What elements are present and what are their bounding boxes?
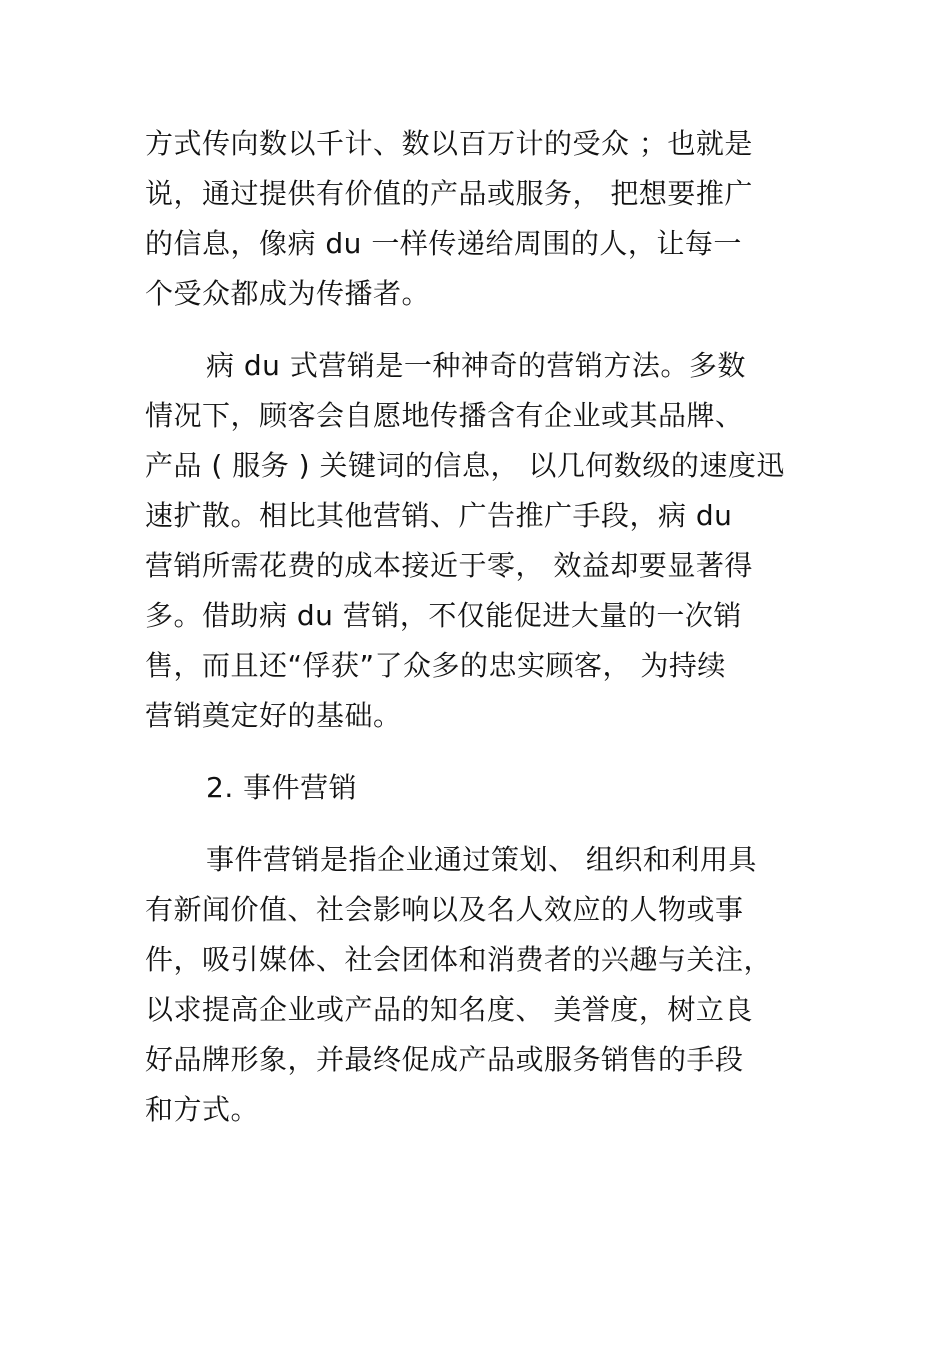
section-heading: 2. 事件营销 (206, 771, 358, 804)
paragraph-line: 和方式。 (145, 1093, 260, 1126)
paragraph-line: 速扩散。相比其他营销、广告推广手段，病 du (145, 499, 733, 532)
paragraph-line: 个受众都成为传播者。 (145, 277, 431, 310)
paragraph-line: 好品牌形象，并最终促成产品或服务销售的手段 (145, 1043, 744, 1076)
paragraph-line: 方式传向数以千计、数以百万计的受众 ；也就是 (145, 127, 753, 160)
paragraph-line: 以求提高企业或产品的知名度、 美誉度，树立良 (145, 993, 753, 1026)
paragraph-line: 有新闻价值、社会影响以及名人效应的人物或事 (145, 893, 744, 926)
paragraph-line: 营销奠定好的基础。 (145, 699, 402, 732)
paragraph-line: 件，吸引媒体、社会团体和消费者的兴趣与关注， (145, 943, 773, 976)
paragraph-line: 的信息，像病 du 一样传递给周围的人，让每一 (145, 227, 742, 260)
paragraph-line: 说，通过提供有价值的产品或服务， 把想要推广 (145, 177, 753, 210)
paragraph-line: 产品 ( 服务 ) 关键词的信息， 以几何数级的速度迅 (145, 449, 785, 482)
paragraph-line: 病 du 式营销是一种神奇的营销方法。多数 (206, 349, 746, 382)
paragraph-line: 多。借助病 du 营销，不仅能促进大量的一次销 (145, 599, 742, 632)
paragraph-line: 事件营销是指企业通过策划、 组织和利用具 (206, 843, 757, 876)
paragraph-line: 情况下，顾客会自愿地传播含有企业或其品牌、 (145, 399, 744, 432)
paragraph-line: 售，而且还“俘获”了众多的忠实顾客， 为持续 (145, 649, 726, 682)
paragraph-line: 营销所需花费的成本接近于零， 效益却要显著得 (145, 549, 753, 582)
